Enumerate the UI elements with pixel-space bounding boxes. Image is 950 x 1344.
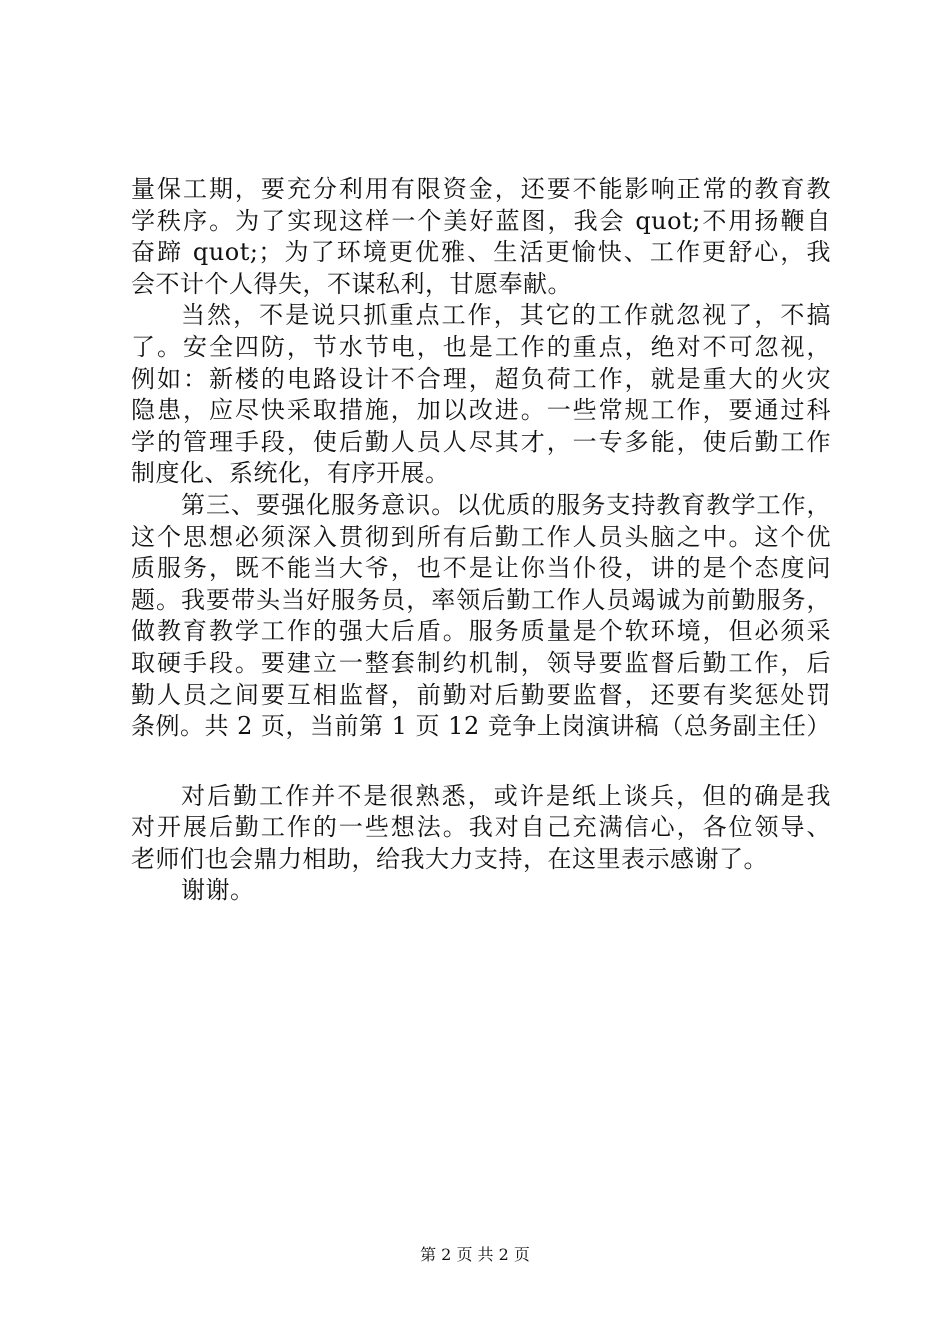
text-line: 会不计个人得失，不谋私利，甘愿奉献。	[131, 269, 572, 298]
text-line: 谢谢。	[181, 876, 255, 905]
page-number-label: 第 2 页 共 2 页	[420, 1245, 530, 1264]
text-line: 对后勤工作并不是很熟悉，或许是纸上谈兵，但的确是我	[181, 781, 831, 810]
text-line: 做教育教学工作的强大后盾。服务质量是个软环境，但必须采	[131, 617, 831, 646]
text-line: 老师们也会鼎力相助，给我大力支持，在这里表示感谢了。	[131, 844, 768, 873]
document-body	[131, 174, 831, 907]
text-line: 条例。共 2 页，当前第 1 页 12 竞争上岗演讲稿（总务副主任）	[131, 712, 831, 741]
text-line: 了。安全四防，节水节电，也是工作的重点，绝对不可忽视，	[131, 332, 831, 361]
text-line: 例如：新楼的电路设计不合理，超负荷工作，就是重大的火灾	[131, 364, 831, 393]
text-line: 第三、要强化服务意识。以优质的服务支持教育教学工作，	[181, 490, 831, 519]
text-line: 取硬手段。要建立一整套制约机制，领导要监督后勤工作，后	[131, 648, 831, 677]
text-line: 当然，不是说只抓重点工作，其它的工作就忽视了，不搞	[181, 301, 831, 330]
text-line: 制度化、系统化，有序开展。	[131, 459, 450, 488]
text-line: 这个思想必须深入贯彻到所有后勤工作人员头脑之中。这个优	[131, 522, 831, 551]
text-line: 勤人员之间要互相监督，前勤对后勤要监督，还要有奖惩处罚	[131, 680, 831, 709]
text-line: 题。我要带头当好服务员，率领后勤工作人员竭诚为前勤服务，	[131, 585, 831, 614]
paragraph-1	[131, 174, 831, 300]
paragraph-2	[131, 300, 831, 490]
paragraph-5	[131, 875, 831, 907]
paragraph-gap	[131, 743, 831, 781]
text-line: 奋蹄 quot;；为了环境更优雅、生活更愉快、工作更舒心，我	[131, 238, 831, 267]
paragraph-4	[131, 781, 831, 876]
text-line: 质服务，既不能当大爷，也不是让你当仆役，讲的是个态度问	[131, 554, 831, 583]
paragraph-3	[131, 490, 831, 743]
text-line: 量保工期，要充分利用有限资金，还要不能影响正常的教育教	[131, 175, 831, 203]
text-line: 对开展后勤工作的一些想法。我对自己充满信心，各位领导、	[131, 813, 831, 842]
text-line: 学秩序。为了实现这样一个美好蓝图，我会 quot;不用扬鞭自	[131, 206, 831, 235]
page-footer	[0, 1245, 950, 1265]
text-line: 隐患，应尽快采取措施，加以改进。一些常规工作，要通过科	[131, 396, 831, 425]
text-line: 学的管理手段，使后勤人员人尽其才，一专多能，使后勤工作	[131, 427, 831, 456]
